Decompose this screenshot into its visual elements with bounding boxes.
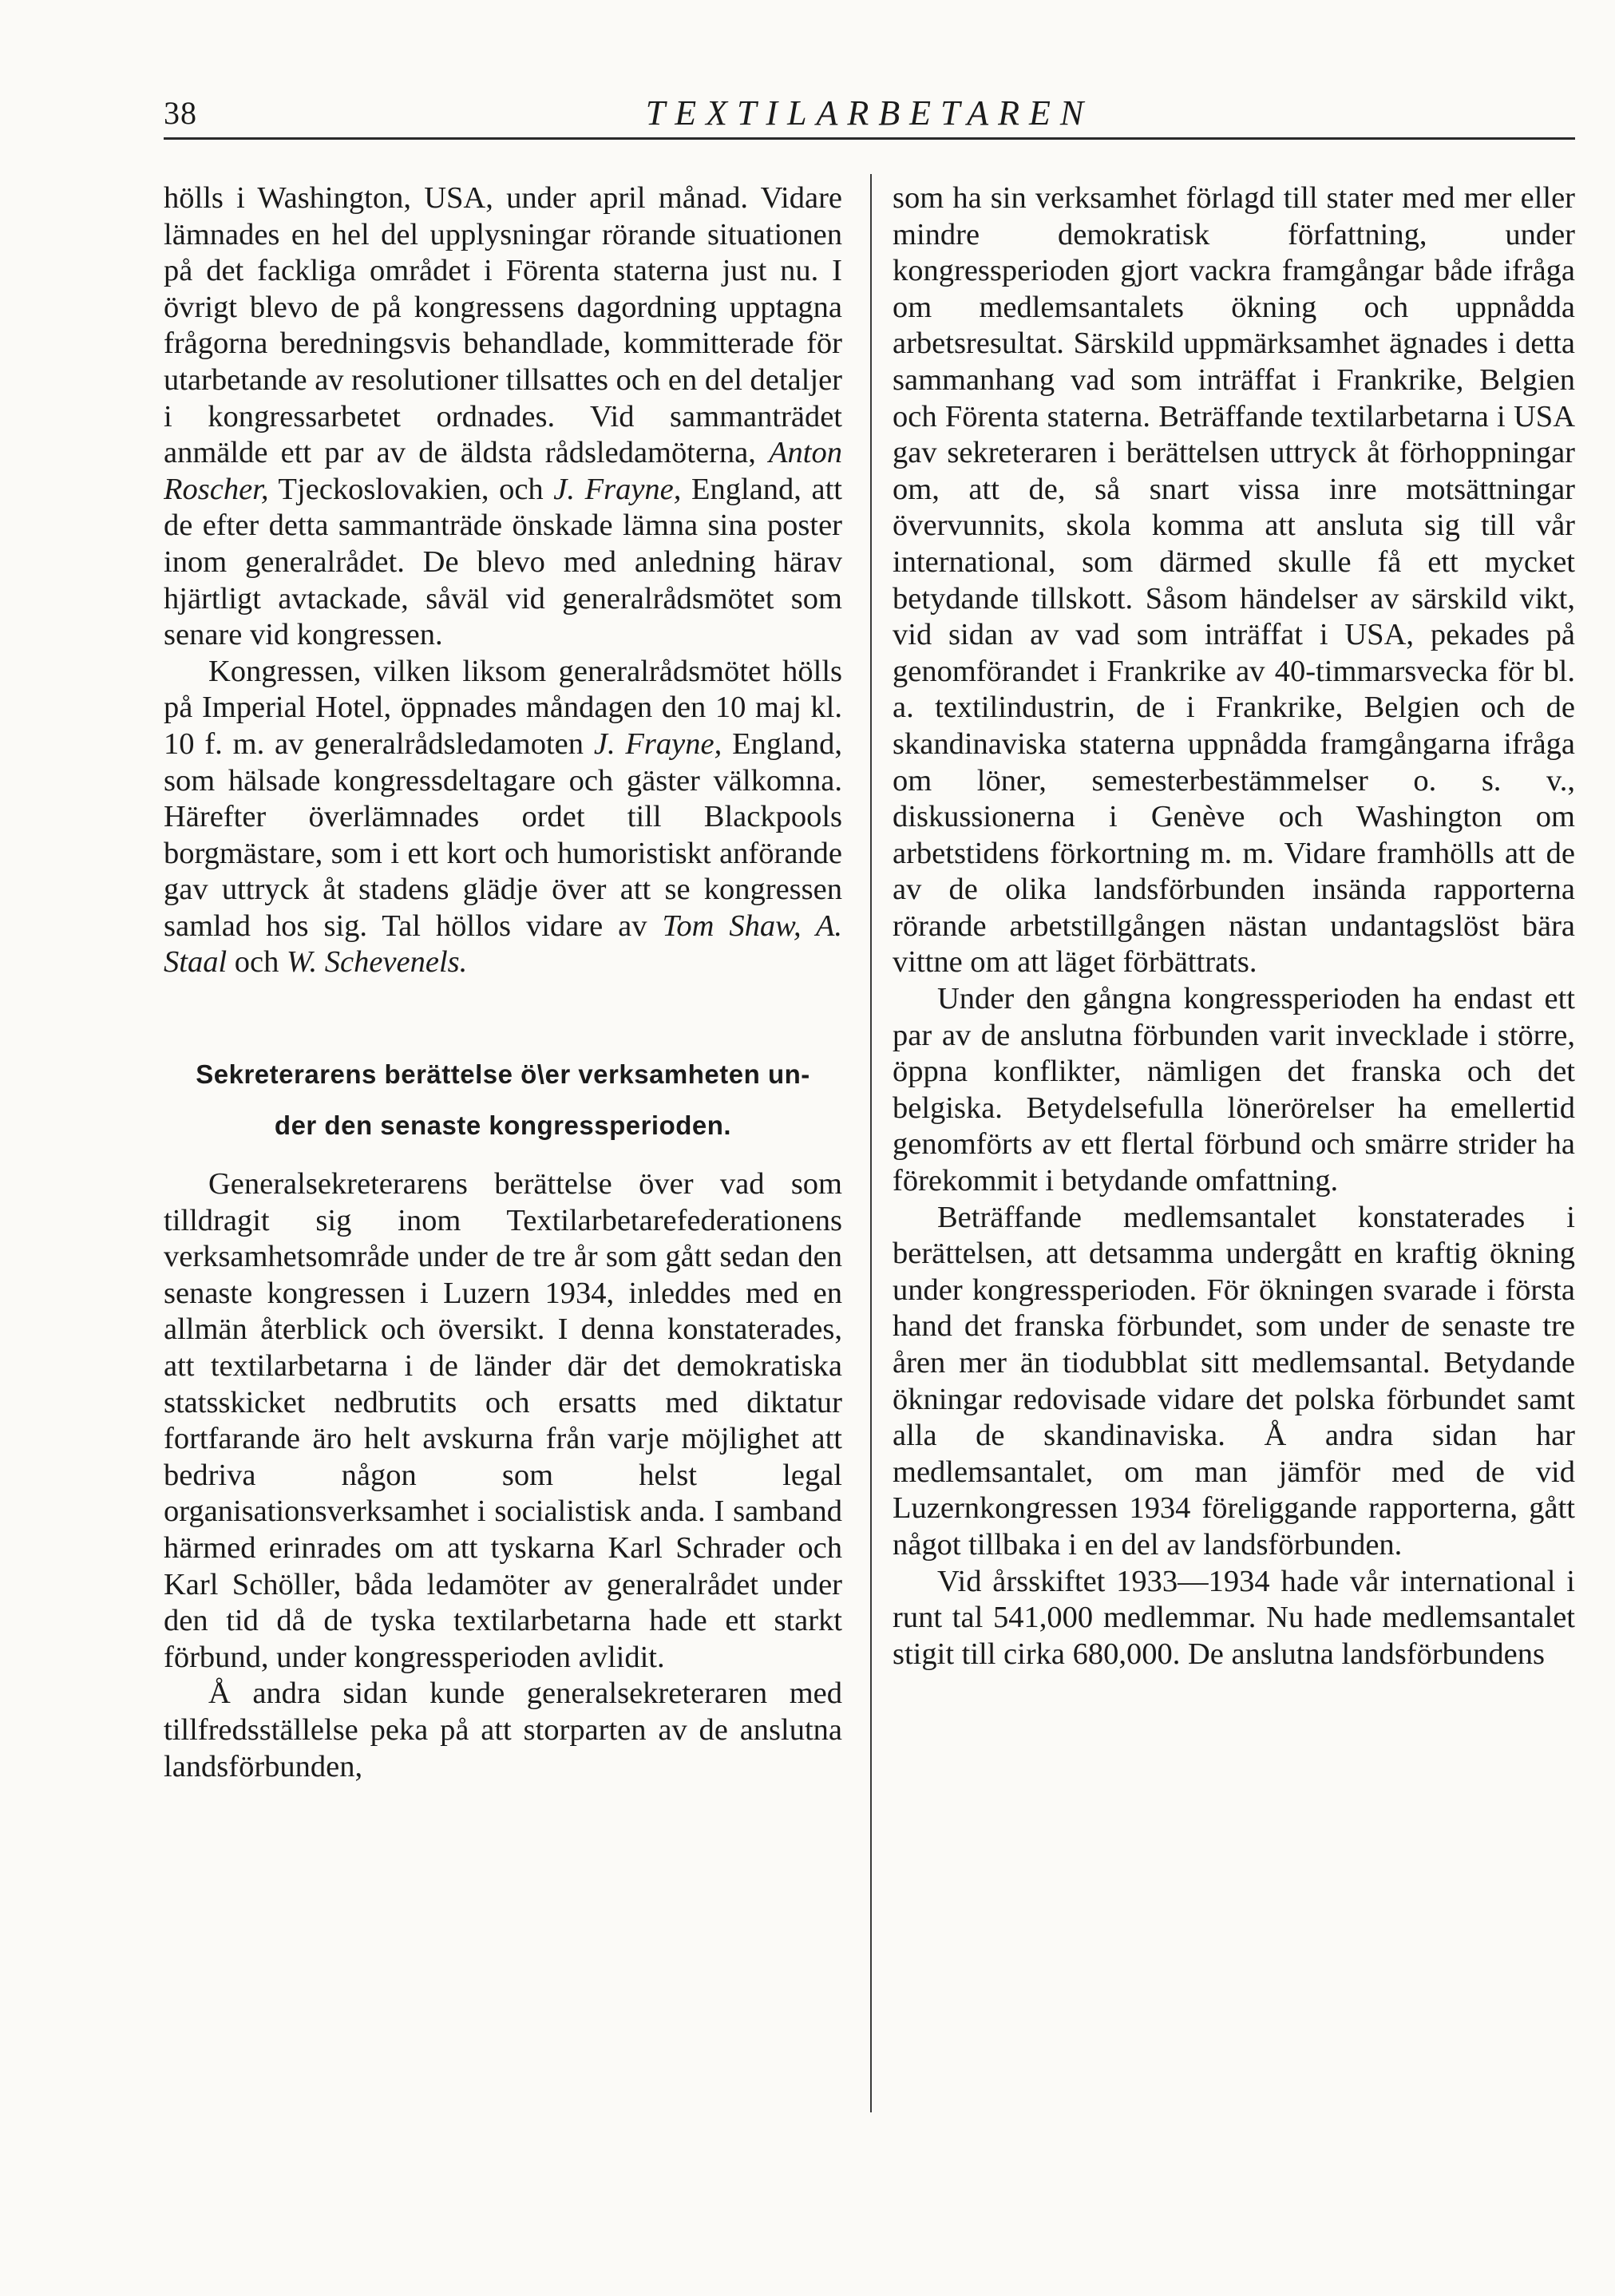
person-name: J. Frayne,	[553, 472, 682, 506]
section-spacer	[164, 981, 842, 1058]
text-run: och	[227, 945, 287, 980]
paragraph: Vid årsskiftet 1933—1934 hade vår international i runt tal 541,000 medlemmar. Nu hade medlemsantalet stigit till cirka 680,000. De anslutna landsförbundens	[893, 1564, 1575, 1671]
heading-line: der den senaste kongressperioden.	[274, 1110, 732, 1141]
left-column	[164, 180, 842, 2112]
page-number: 38	[164, 95, 197, 131]
heading-line: Sekreterarens berättelse ö\er verksamheten un-	[196, 1059, 810, 1090]
paragraph: som ha sin verksamhet förlagd till stater med mer eller mindre demokratisk författning, under kongressperioden gjort vackra framgångar både ifråga om medlemsantalets ökning och uppnådda arbetsresultat. Särskild uppmärksamhet ägnades i detta sammanhang vad som inträffat i Frankrike, Belgien och Förenta staterna. Beträffande textilarbetarna i USA gav sekreteraren i berättelsen uttryck åt förhoppningar om, att de, så snart vissa inre motsättningar övervunnits, skola komma att ansluta sig till vår international, som därmed skulle få ett mycket betydande tillskott. Såsom händelser av särskild vikt, vid sidan av vad som inträffat i USA, pekades på genomförandet i Frankrike av 40-timmarsvecka för bl. a. textilindustrin, de i Frankrike, Belgien och de skandinaviska staterna uppnådda framgångarna ifråga om löner, semesterbestämmelser o. s. v., diskussionerna i Genève och Washington om arbetstidens förkortning m. m. Vidare framhölls att de av de olika landsförbunden insända rapporterna rörande arbetstillgången nästan undantagslöst bära vittne om att läget förbättrats.	[893, 181, 1575, 980]
text-run: hölls i Washington, USA, under april månad. Vidare lämnades en hel del upplysningar rörande situationen på det fackliga området i Förenta staterna just nu. I övrigt blevo de på kongressens dagordning upptagna frågorna beredningsvis behandlade, kommitterade för utarbetande av resolutioner tillsattes och en del detaljer i kongressarbetet ordnades. Vid sammanträdet anmälde ett par av de äldsta rådsledamöterna,	[164, 181, 842, 470]
page-header	[164, 85, 1575, 141]
paragraph	[164, 180, 842, 654]
person-name: W. Schevenels.	[287, 945, 468, 980]
text-run: Kongressen, vilken liksom generalrådsmötet hölls på Imperial Hotel, öppnades måndagen den 10 maj kl. 10 f. m. av generalrådsledamoten	[164, 654, 842, 761]
paragraph: Beträffande medlemsantalet konstaterades i berättelsen, att detsamma undergått en kraftig ökning under kongressperioden. För ökningen svarade i första hand det franska förbundet, som under de senaste tre åren mer än tiodubblat sitt medlemsantal. Betydande ökningar redovisade vidare det polska förbundet samt alla de skandinaviska. Å andra sidan har medlemsantalet, om man jämför med de vid Luzernkongressen 1934 föreliggande rapporterna, gått något tillbaka i en del av landsförbunden.	[893, 1200, 1575, 1562]
paragraph: Å andra sidan kunde generalsekreteraren med tillfredsställelse peka på att storparten av de anslutna landsförbunden,	[164, 1676, 842, 1783]
running-title: TEXTILARBETAREN	[645, 93, 1094, 133]
paragraph: Under den gångna kongressperioden ha endast ett par av de anslutna förbunden varit invecklade i större, öppna konflikter, nämligen det franska och det belgiska. Betydelsefulla lönerörelser ha emellertid genomförts av ett flertal förbund och smärre strider ha förekommit i betydande omfattning.	[893, 982, 1575, 1198]
person-name: Tom Shaw, A. Staal	[164, 909, 842, 980]
text-run: England, att de efter detta sammanträde önskade lämna sina poster inom generalrådet. De blevo med anledning härav hjärtligt avtackade, såväl vid generalrådsmötet som senare vid kongressen.	[164, 472, 842, 652]
section-heading	[164, 1058, 842, 1142]
person-name: Anton Roscher,	[164, 436, 842, 506]
paragraph	[164, 654, 842, 981]
header-rule	[164, 137, 1575, 140]
text-run: England, som hälsade kongressdeltagare och gäster välkomna. Härefter överlämnades ordet till Blackpools borgmästare, som i ett kort och humoristiskt anförande gav uttryck åt stadens glädje över att se kongressen samlad hos sig. Tal höllos vidare av	[164, 726, 842, 943]
right-column	[893, 180, 1575, 2112]
column-divider	[870, 174, 872, 2112]
paragraph: Generalsekreterarens berättelse över vad som tilldragit sig inom Textilarbetarefederationens verksamhetsområde under de tre år som gått sedan den senaste kongressen i Luzern 1934, inleddes med en allmän återblick och översikt. I denna konstaterades, att textilarbetarna i de länder där det demokratiska statsskicket nedbrutits och ersatts med diktatur fortfarande äro helt avskurna från varje möjlighet att bedriva någon som helst legal organisationsverksamhet i socialistisk anda. I samband härmed erinrades om att tyskarna Karl Schrader och Karl Schöller, båda ledamöter av generalrådet under den tid då de tyska textilarbetarna hade ett starkt förbund, under kongressperioden avlidit.	[164, 1167, 842, 1674]
person-name: J. Frayne,	[593, 726, 722, 761]
text-run: Tjeckoslovakien, och	[268, 472, 554, 506]
